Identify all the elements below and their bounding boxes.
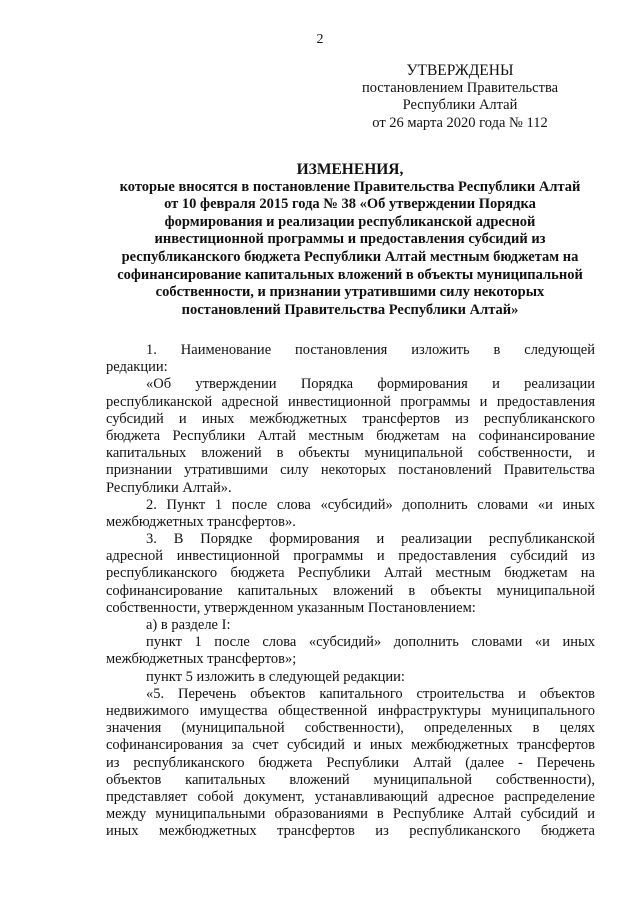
approval-line: постановлением Правительства (361, 79, 559, 96)
approval-line: Республики Алтай (402, 97, 518, 113)
body-line: 2. Пункт 1 после слова «субсидий» дополнить словами «и иных (146, 496, 595, 513)
body-line: межбюджетных трансфертов». (106, 513, 296, 530)
body-line: редакции: (106, 359, 168, 376)
heading-line: которые вносятся в постановление Правительства Республики Алтай (119, 178, 581, 195)
body-line: республиканской адресной инвестиционной программы и предоставления (106, 393, 595, 410)
body-line: недвижимого имущества общественной инфраструктуры муниципального (106, 702, 595, 719)
approval-stamp (340, 62, 580, 132)
body-line: пункт 1 после слова «субсидий» дополнить словами «и иных (146, 634, 595, 651)
body-line: межбюджетных трансфертов»; (106, 651, 297, 668)
body-line: иных межбюджетных трансфертов из республиканского бюджета (106, 823, 595, 840)
body-line: капитальных вложений в объекты муниципальной собственности, и (106, 445, 595, 462)
heading-line: республиканского бюджета Республики Алтай местным бюджетам на (121, 248, 579, 265)
heading-title: ИЗМЕНЕНИЯ, (296, 161, 404, 178)
body-line: «Об утверждении Порядка формирования и реализации (146, 376, 595, 393)
body-line: «5. Перечень объектов капитального строительства и объектов (146, 685, 595, 702)
body-line: признании утратившими силу некоторых постановлений Правительства (106, 462, 595, 479)
heading-line: инвестиционной программы и предоставления субсидий из (154, 231, 546, 248)
body-line: пункт 5 изложить в следующей редакции: (146, 668, 405, 685)
body-line: софинансирование капитальных вложений в объекты муниципальной (106, 582, 595, 599)
body-line: Республики Алтай». (106, 479, 232, 496)
body-line: а) в разделе I: (146, 617, 231, 633)
body-line: из республиканского бюджета Республики Алтай (далее - Перечень (106, 754, 595, 771)
heading-line: постановлений Правительства Республики Алтай» (181, 301, 519, 318)
body-line: объектов капитальных вложений муниципальной собственности), (106, 771, 595, 788)
page-number: 2 (316, 32, 324, 47)
body-line: собственности, утвержденном указанным Постановлением: (106, 599, 476, 616)
heading-line: формирования и реализации республиканской адресной (164, 213, 536, 230)
approval-line: от 26 марта 2020 года № 112 (372, 114, 548, 131)
body-line: представляет собой документ, устанавливающий адресное распределение (106, 788, 595, 805)
body-line: субсидий и иных межбюджетных трансфертов из республиканского (106, 410, 595, 427)
body-line: 3. В Порядке формирования и реализации республиканской (146, 531, 595, 548)
heading-line: от 10 февраля 2015 года № 38 «Об утверждении Порядка (164, 196, 536, 213)
body-line: софинансирования за счет субсидий и иных межбюджетных трансфертов (106, 737, 595, 754)
body-line: 1. Наименование постановления изложить в следующей (146, 342, 595, 358)
body-line: между муниципальными образованиями в Республике Алтай субсидий и (106, 806, 595, 823)
body-line: значения (муниципальной собственности), определенных в целях (106, 720, 595, 737)
heading-line: собственности, и признании утратившими силу некоторых (155, 284, 545, 301)
document-body (106, 342, 595, 840)
body-line: адресной инвестиционной программы и предоставления субсидий из (106, 548, 595, 565)
body-line: бюджета Республики Алтай местным бюджетам на софинансирование (106, 427, 595, 444)
body-line: республиканского бюджета Республики Алтай местным бюджетам на (106, 565, 595, 582)
document-heading (104, 161, 596, 319)
approval-title: УТВЕРЖДЕНЫ (406, 62, 514, 79)
heading-line: софинансирование капитальных вложений в объекты муниципальной (117, 266, 583, 283)
